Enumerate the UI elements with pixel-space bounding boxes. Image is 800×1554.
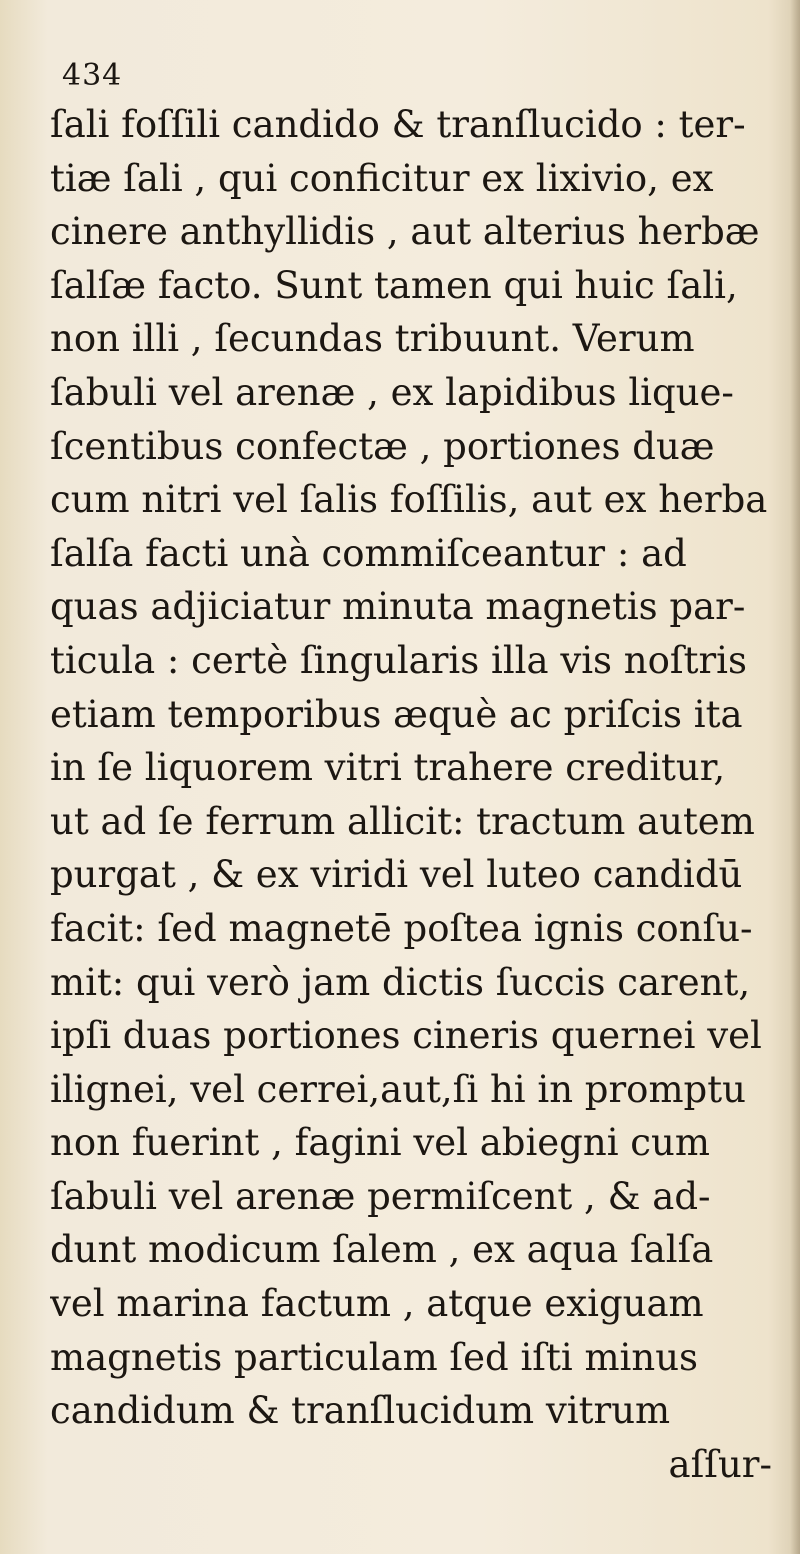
text-line: facit: ſed magnetē poſtea ignis conſu- [50,906,753,950]
text-line: dunt modicum ſalem , ex aqua ſalſa [50,1228,714,1272]
text-line: magnetis particulam ſed iſti minus [50,1335,699,1379]
text-line: candidum & tranſlucidum vitrum [50,1389,671,1433]
text-line: mit: qui verò jam dictis ſuccis carent, [50,960,751,1004]
text-line: tiæ ſali , qui conficitur ex lixivio, ex [50,156,714,200]
text-line: ut ad ſe ferrum allicit: tractum autem [50,799,755,843]
text-line: purgat , & ex viridi vel luteo candidū [50,853,743,897]
page-number: 434 [62,58,123,93]
text-line: vel marina factum , atque exiguam [50,1282,704,1326]
text-line: non illi , ſecundas tribuunt. Verum [50,317,695,361]
text-line: ſabuli vel arenæ , ex lapidibus lique- [50,370,734,414]
text-line: ticula : certè ſingularis illa vis noſtris [50,638,747,682]
text-line: in ſe liquorem vitri trahere creditur, [50,746,726,790]
body-text [50,98,790,1491]
text-line: ſali foſſili candido & tranſlucido : ter- [50,103,746,146]
text-line: cinere anthyllidis , aut alterius herbæ [50,210,760,254]
text-line: ilignei, vel cerrei,aut,ſi hi in promptu [50,1067,746,1111]
text-line: non fuerint , fagini vel abiegni cum [50,1121,710,1165]
text-line: ſabuli vel arenæ permiſcent , & ad- [50,1174,711,1218]
text-line: etiam temporibus æquè ac priſcis ita [50,692,743,736]
text-line: ſalſæ facto. Sunt tamen qui huic ſali, [50,263,738,307]
text-line: cum nitri vel ſalis foſſilis, aut ex herba [50,478,768,522]
catchword: aſſur- [668,1442,772,1486]
text-line: quas adjiciatur minuta magnetis par- [50,585,746,629]
text-line: ipſi duas portiones cineris quernei vel [50,1014,762,1058]
text-line: ſalſa facti unà commiſceantur : ad [50,531,687,575]
text-line: ſcentibus confectæ , portiones duæ [50,424,715,468]
